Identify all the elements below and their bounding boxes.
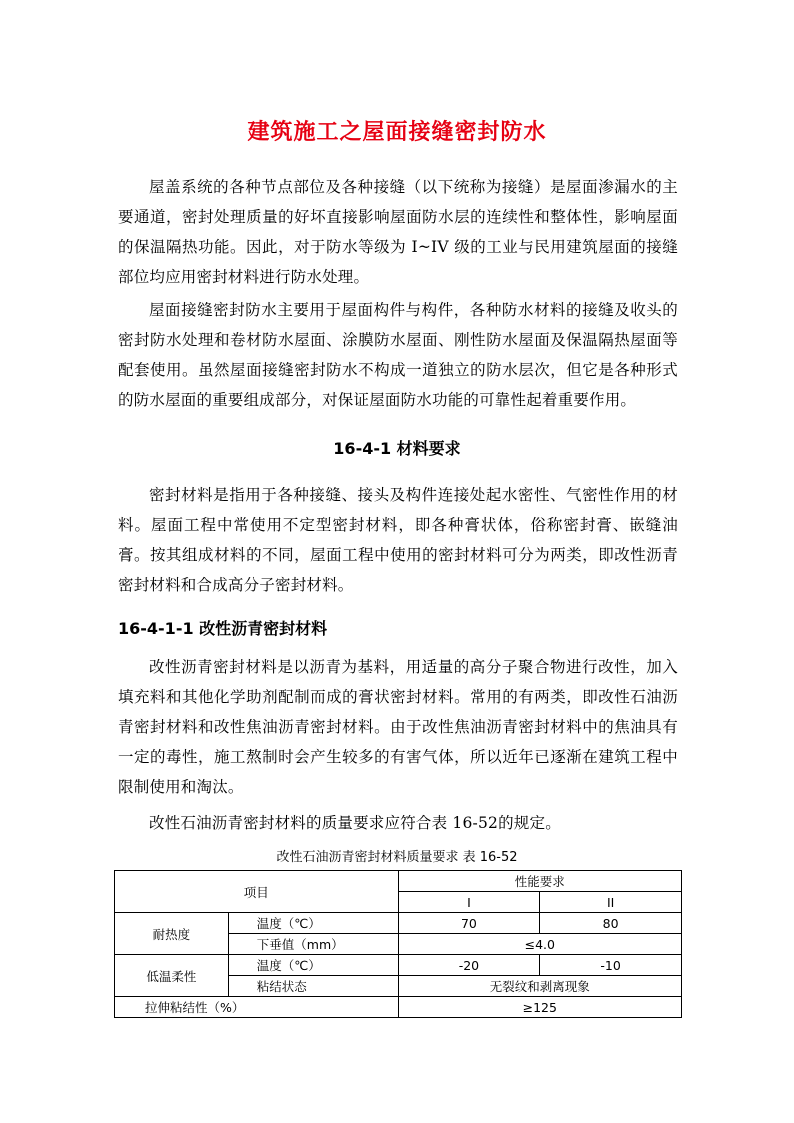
quality-requirements-table — [114, 870, 682, 1018]
bond-state-label: 粘结状态 — [228, 976, 398, 997]
heat-sag-label: 下垂值（mm） — [228, 934, 398, 955]
cold-temperature-grade-2: -10 — [540, 955, 682, 976]
group-heat-resistance: 耐热度 — [115, 913, 229, 955]
header-grade-2: II — [540, 892, 682, 913]
header-grade-1: I — [398, 892, 540, 913]
document-title: 建筑施工之屋面接缝密封防水 — [247, 120, 547, 145]
group-low-temp-flexibility: 低温柔性 — [115, 955, 229, 997]
subsection-heading-modified-asphalt: 16-4-1-1 改性沥青密封材料 — [118, 619, 328, 638]
table-caption: 改性石油沥青密封材料质量要求 表 16-52 — [276, 850, 518, 865]
table-row — [115, 955, 682, 976]
bond-state-value: 无裂纹和剥离现象 — [398, 976, 681, 997]
paragraph-usage: 屋面接缝密封防水主要用于屋面构件与构件，各种防水材料的接缝及收头的密封防水处理和卷材防水屋面、涂膜防水屋面、刚性防水屋面及保温隔热屋面等配套使用。虽然屋面接缝密封防水不构成一道独立的防水层次，但它是各种形式的防水屋面的重要组成部分，对保证屋面防水功能的可靠性起着重要作用。 — [118, 301, 678, 409]
cold-temperature-grade-1: -20 — [398, 955, 540, 976]
heat-temperature-label: 温度（℃） — [228, 913, 398, 934]
heat-temperature-grade-2: 80 — [540, 913, 682, 934]
table-row — [115, 997, 682, 1018]
header-item: 项目 — [115, 871, 399, 913]
header-performance: 性能要求 — [398, 871, 681, 892]
paragraph-modified-asphalt: 改性沥青密封材料是以沥青为基料，用适量的高分子聚合物进行改性，加入填充料和其他化学助剂配制而成的膏状密封材料。常用的有两类，即改性石油沥青密封材料和改性焦油沥青密封材料。由于改性焦油沥青密封材料中的焦油具有一定的毒性，施工熬制时会产生较多的有害气体，所以近年已逐渐在建筑工程中限制使用和淘汰。 — [118, 658, 678, 796]
heat-temperature-grade-1: 70 — [398, 913, 540, 934]
section-heading-material-requirements: 16-4-1 材料要求 — [333, 439, 461, 458]
table-row — [115, 913, 682, 934]
paragraph-intro: 屋盖系统的各种节点部位及各种接缝（以下统称为接缝）是屋面渗漏水的主要通道，密封处理质量的好坏直接影响屋面防水层的连续性和整体性，影响屋面的保温隔热功能。因此，对于防水等级为 I~IV 级的工业与民用建筑屋面的接缝部位均应用密封材料进行防水处理。 — [118, 178, 678, 286]
paragraph-table-reference: 改性石油沥青密封材料的质量要求应符合表 16-52的规定。 — [149, 814, 561, 832]
heat-sag-value: ≤4.0 — [398, 934, 681, 955]
table-row — [115, 871, 682, 892]
paragraph-sealing-materials: 密封材料是指用于各种接缝、接头及构件连接处起水密性、气密性作用的材料。屋面工程中常使用不定型密封材料，即各种膏状体，俗称密封膏、嵌缝油膏。按其组成材料的不同，屋面工程中使用的密封材料可分为两类，即改性沥青密封材料和合成高分子密封材料。 — [118, 486, 678, 594]
tensile-bond-value: ≥125 — [398, 997, 681, 1018]
tensile-bond-label: 拉伸粘结性（%） — [115, 997, 399, 1018]
cold-temperature-label: 温度（℃） — [228, 955, 398, 976]
